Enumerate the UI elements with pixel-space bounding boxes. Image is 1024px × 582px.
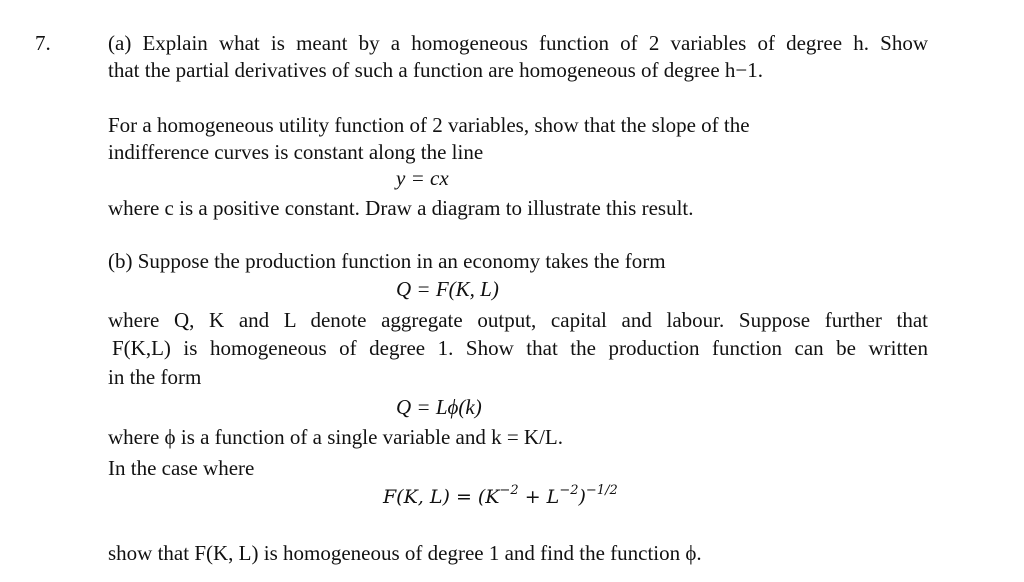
part-b-line-7: show that F(K, L) is homogeneous of degree 1 and find the function ϕ. bbox=[108, 541, 702, 565]
part-b-line-2: where Q, K and L denote aggregate output, capital and labour. Suppose further that bbox=[108, 308, 928, 332]
part-b-line-6: In the case where bbox=[108, 456, 255, 480]
eq3-exponent-3: −1/2 bbox=[585, 483, 618, 498]
eq3-close: ) bbox=[578, 486, 586, 508]
part-b-line-4: in the form bbox=[108, 365, 202, 389]
part-a-line-5: where c is a positive constant. Draw a diagram to illustrate this result. bbox=[108, 196, 694, 220]
part-a-line-4: indifference curves is constant along the line bbox=[108, 140, 484, 164]
part-b-line-1: (b) Suppose the production function in an economy takes the form bbox=[108, 249, 666, 273]
part-b-line-5: where ϕ is a function of a single variable and k = K/L. bbox=[108, 425, 564, 449]
part-b-equation-2: Q = Lϕ(k) bbox=[396, 395, 482, 419]
eq3-exponent-1: −2 bbox=[499, 483, 519, 498]
part-b-equation-1: Q = F(K, L) bbox=[396, 277, 499, 301]
eq3-base: F(K, L) = (K bbox=[383, 486, 500, 508]
part-b-equation-3 bbox=[383, 484, 618, 510]
eq3-middle: + L bbox=[518, 486, 560, 508]
part-a-line-2: that the partial derivatives of such a function are homogeneous of degree h−1. bbox=[108, 58, 764, 82]
eq3-exponent-2: −2 bbox=[559, 483, 579, 498]
part-a-equation: y = cx bbox=[396, 166, 449, 190]
part-a-line-1: (a) Explain what is meant by a homogeneous function of 2 variables of degree h. Show bbox=[108, 31, 928, 55]
part-a-line-3: For a homogeneous utility function of 2 variables, show that the slope of the bbox=[108, 113, 750, 137]
part-b-line-3: F(K,L) is homogeneous of degree 1. Show that the production function can be written bbox=[112, 336, 928, 360]
question-number: 7. bbox=[35, 31, 51, 55]
